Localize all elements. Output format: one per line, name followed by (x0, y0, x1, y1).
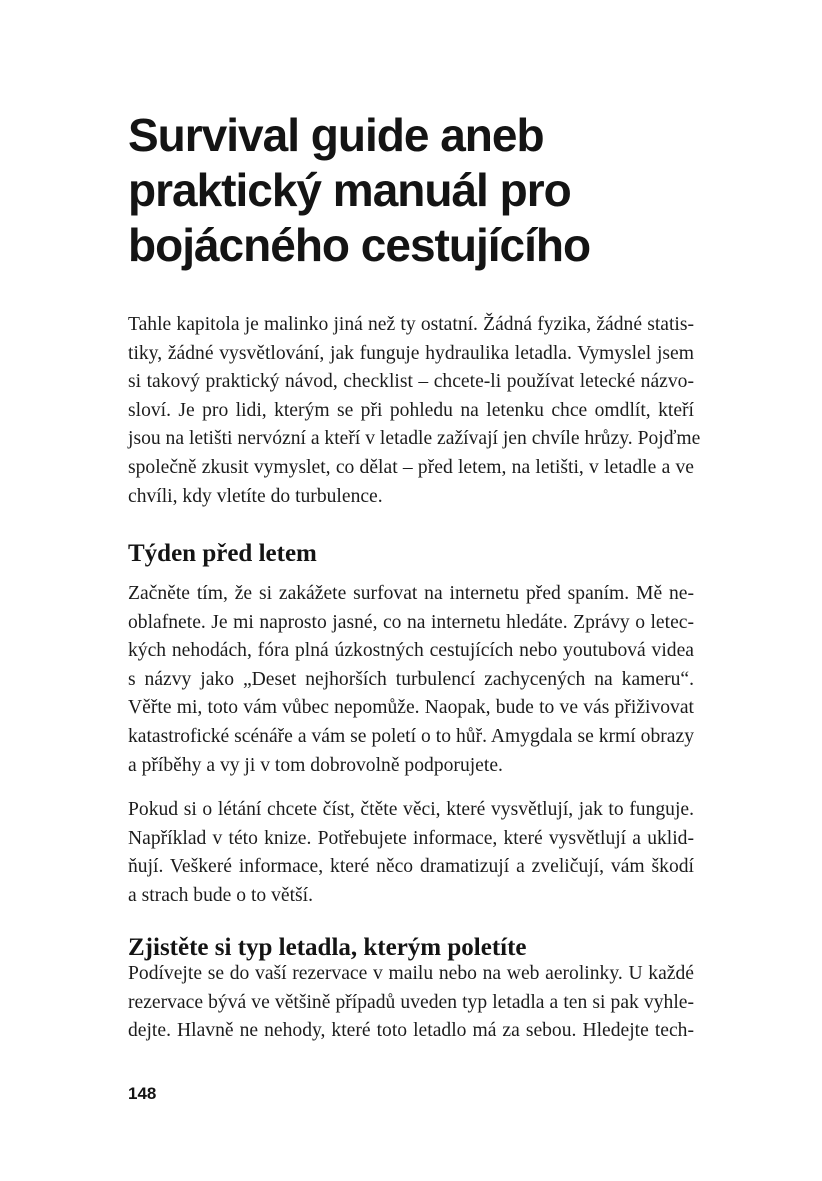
text-line: a příběhy a vy ji v tom dobrovolně podporujete. (128, 754, 503, 776)
text-line: chvíli, kdy vletíte do turbulence. (128, 485, 383, 507)
text-line: sloví. Je pro lidi, kterým se při pohledu na letenku chce omdlít, kteří (128, 399, 694, 421)
text-line: Začněte tím, že si zakážete surfovat na internetu před spaním. Mě ne- (128, 583, 694, 604)
chapter-title-line: praktický manuál pro (128, 164, 571, 216)
text-line: Například v této knize. Potřebujete informace, které vysvětlují a uklid- (128, 827, 694, 849)
text-line: ňují. Veškeré informace, které něco dramatizují a zveličují, vám škodí (128, 856, 694, 878)
page-number: 148 (128, 1084, 157, 1103)
text-line: rezervace bývá ve většině případů uveden typ letadla a ten si pak vyhle- (128, 991, 694, 1013)
text-line: katastrofické scénáře a vám se poletí o to hůř. Amygdala se krmí obrazy (128, 725, 694, 747)
body-paragraph (128, 796, 694, 910)
intro-paragraph (128, 311, 701, 511)
text-line: kých nehodách, fóra plná úzkostných cestujících nebo youtubová videa (128, 640, 694, 662)
text-line: a strach bude o to větší. (128, 884, 314, 906)
text-line: Tahle kapitola je malinko jiná než ty ostatní. Žádná fyzika, žádné statis- (128, 314, 694, 335)
section-heading: Zjistěte si typ letadla, kterým poletíte (128, 934, 527, 961)
chapter-title-line: bojácného cestujícího (128, 219, 591, 271)
body-paragraph (128, 580, 694, 780)
text-line: tiky, žádné vysvětlování, jak funguje hydraulika letadla. Vymyslel jsem (128, 342, 694, 364)
chapter-title (128, 108, 728, 273)
text-line: dejte. Hlavně ne nehody, které toto letadlo má za sebou. Hledejte tech- (128, 1020, 694, 1042)
text-line: společně zkusit vymyslet, co dělat – před letem, na letišti, v letadle a ve (128, 456, 694, 478)
section-heading: Týden před letem (128, 540, 317, 567)
text-line: s názvy jako „Deset nejhorších turbulencí zachycených na kameru“. (128, 668, 694, 690)
text-line: Věřte mi, toto vám vůbec nepomůže. Naopak, bude to ve vás přiživovat (128, 697, 694, 719)
text-line: jsou na letišti nervózní a kteří v letadle zažívají jen chvíle hrůzy. Pojďme (128, 428, 701, 450)
text-line: Podívejte se do vaší rezervace v mailu nebo na web aerolinky. U každé (128, 963, 694, 984)
text-line: oblafnete. Je mi naprosto jasné, co na internetu hledáte. Zprávy o letec- (128, 611, 694, 633)
body-paragraph (128, 960, 694, 1046)
text-line: si takový praktický návod, checklist – chcete-li používat letecké názvo- (128, 371, 694, 393)
chapter-title-line: Survival guide aneb (128, 109, 544, 161)
text-line: Pokud si o létání chcete číst, čtěte věci, které vysvětlují, jak to funguje. (128, 799, 694, 820)
